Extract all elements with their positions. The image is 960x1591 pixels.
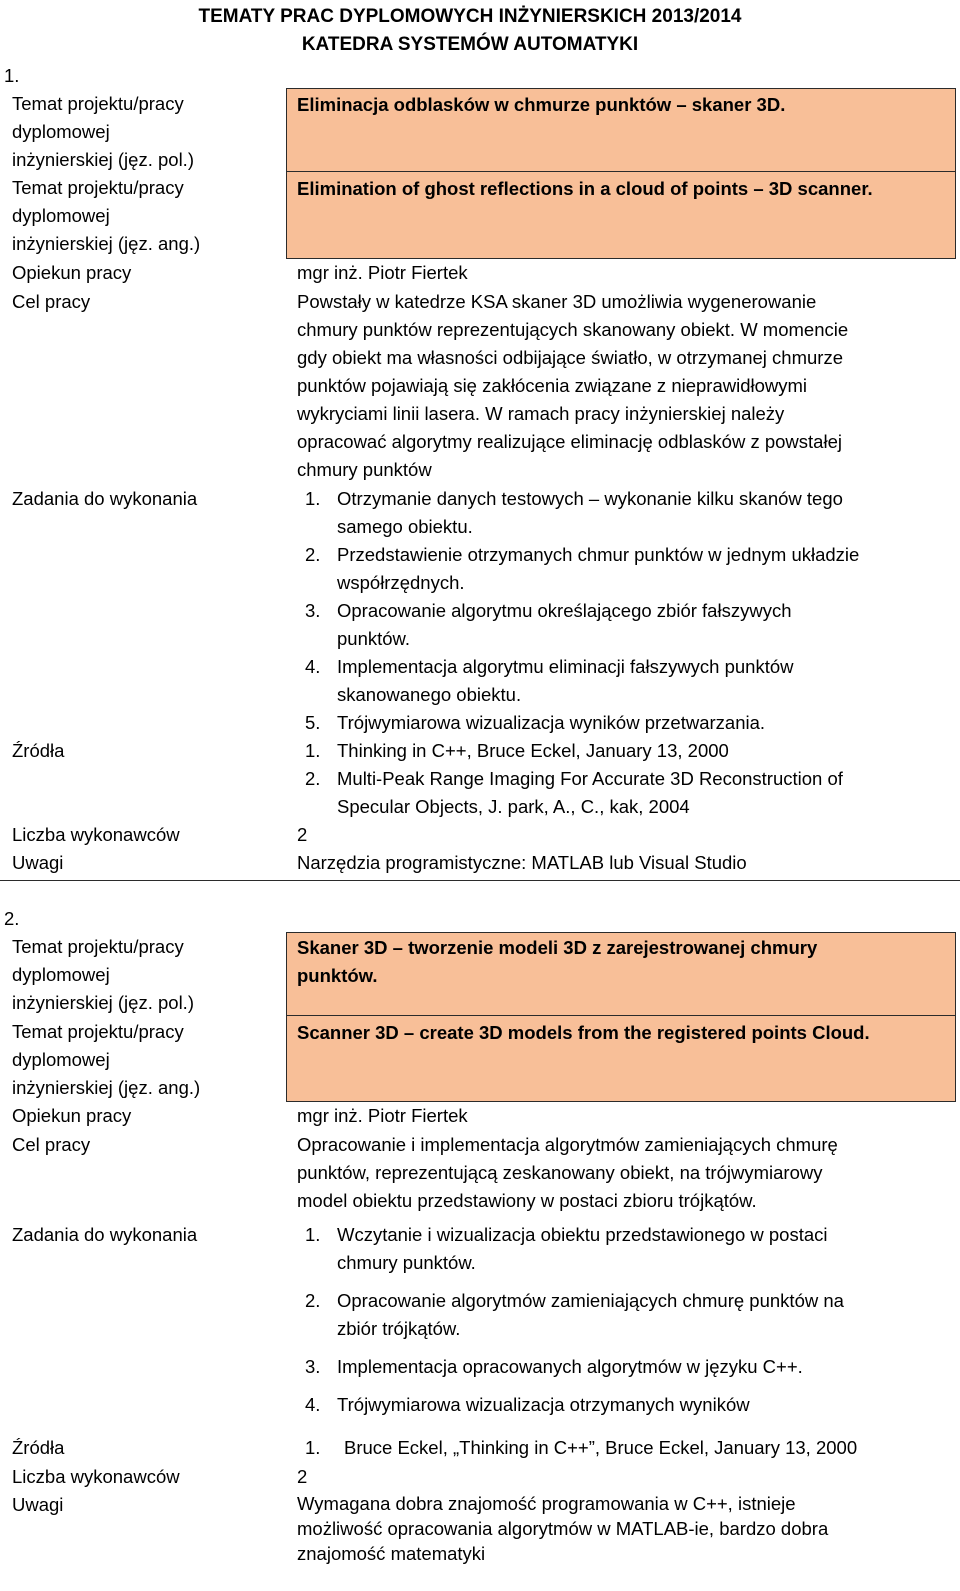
- list-item: 2. Multi-Peak Range Imaging For Accurate 3D Reconstruction of Specular Objects, J. park, A., C., kak, 2004: [305, 768, 843, 817]
- title-divider: [286, 1015, 956, 1016]
- topic-number: 2.: [4, 908, 20, 929]
- list-item: 3. Opracowanie algorytmu określającego zbiór fałszywych punktów.: [305, 600, 792, 649]
- department-name: KATEDRA SYSTEMÓW AUTOMATYKI: [301, 34, 639, 55]
- document-title: TEMATY PRAC DYPLOMOWYCH INŻYNIERSKICH 2013/2014: [198, 6, 742, 27]
- label-sources: Źródła: [12, 1437, 65, 1458]
- list-item: 4. Implementacja algorytmu eliminacji fałszywych punktów skanowanego obiektu.: [305, 656, 794, 705]
- title-box: [286, 932, 956, 1102]
- label-count: Liczba wykonawców: [12, 824, 180, 845]
- supervisor: mgr inż. Piotr Fiertek: [297, 1105, 468, 1126]
- goal-text: Powstały w katedrze KSA skaner 3D umożliwia wygenerowanie chmury punktów reprezentujących skanowany obiekt. W momencie gdy obiekt ma własności odbijające światło, w otrzymanej chmurze punktów pojawiają się zakłócenia związane z nieprawidłowymi wykryciami linii lasera. W ramach pracy inżynierskiej należy opracować algorytmy realizujące eliminację odblasków z powstałej chmury punktów: [297, 291, 849, 480]
- sources-list: [297, 1434, 942, 1462]
- list-item: 1. Otrzymanie danych testowych – wykonanie kilku skanów tego samego obiektu.: [305, 488, 843, 537]
- title-en: Elimination of ghost reflections in a cloud of points – 3D scanner.: [297, 178, 873, 199]
- list-item: 2. Opracowanie algorytmów zamieniających chmurę punktów na zbiór trójkątów.: [305, 1290, 844, 1339]
- list-item: 1. Bruce Eckel, „Thinking in C++”, Bruce Eckel, January 13, 2000: [305, 1437, 858, 1458]
- label-count: Liczba wykonawców: [12, 1466, 180, 1487]
- title-en: Scanner 3D – create 3D models from the registered points Cloud.: [297, 1022, 870, 1043]
- label-goal: Cel pracy: [12, 1134, 91, 1155]
- label-supervisor: Opiekun pracy: [12, 1105, 132, 1126]
- list-item: 4. Trójwymiarowa wizualizacja otrzymanych wyników: [305, 1394, 750, 1415]
- performer-count: 2: [297, 824, 308, 845]
- title-divider: [286, 171, 956, 172]
- label-notes: Uwagi: [12, 1494, 64, 1515]
- section-divider: [0, 880, 960, 881]
- notes: Wymagana dobra znajomość programowania w C++, istnieje możliwość opracowania algorytmów w MATLAB-ie, bardzo dobra znajomość matematyki: [297, 1493, 829, 1564]
- label-supervisor: Opiekun pracy: [12, 262, 132, 283]
- title-box: [286, 88, 956, 259]
- list-item: 3. Implementacja opracowanych algorytmów w języku C++.: [305, 1356, 803, 1377]
- sources-list: [297, 737, 942, 821]
- label-title-pl: Temat projektu/pracy dyplomowej inżynierskiej (jęz. pol.): [12, 93, 194, 170]
- list-item: 1. Wczytanie i wizualizacja obiektu przedstawionego w postaci chmury punktów.: [305, 1224, 828, 1273]
- label-goal: Cel pracy: [12, 291, 91, 312]
- notes: Narzędzia programistyczne: MATLAB lub Visual Studio: [297, 852, 747, 873]
- supervisor: mgr inż. Piotr Fiertek: [297, 262, 468, 283]
- label-notes: Uwagi: [12, 852, 64, 873]
- label-title-en: Temat projektu/pracy dyplomowej inżynierskiej (jęz. ang.): [12, 177, 201, 254]
- label-tasks: Zadania do wykonania: [12, 1224, 198, 1245]
- performer-count: 2: [297, 1466, 308, 1487]
- goal-text: Opracowanie i implementacja algorytmów zamieniających chmurę punktów, reprezentującą zeskanowany obiekt, na trójwymiarowy model obiektu przedstawiony w postaci zbioru trójkątów.: [297, 1134, 838, 1211]
- label-sources: Źródła: [12, 740, 65, 761]
- title-pl: Eliminacja odblasków w chmurze punktów – skaner 3D.: [297, 94, 786, 115]
- task-list: [297, 485, 942, 737]
- list-item: 5. Trójwymiarowa wizualizacja wyników przetwarzania.: [305, 712, 766, 733]
- title-pl: Skaner 3D – tworzenie modeli 3D z zarejestrowanej chmury punktów.: [297, 937, 818, 986]
- list-item: 1. Thinking in C++, Bruce Eckel, January 13, 2000: [305, 740, 729, 761]
- label-title-pl: Temat projektu/pracy dyplomowej inżynierskiej (jęz. pol.): [12, 936, 194, 1013]
- topic-number: 1.: [4, 65, 20, 86]
- list-item: 2. Przedstawienie otrzymanych chmur punktów w jednym układzie współrzędnych.: [305, 544, 860, 593]
- label-tasks: Zadania do wykonania: [12, 488, 198, 509]
- label-title-en: Temat projektu/pracy dyplomowej inżynierskiej (jęz. ang.): [12, 1021, 201, 1098]
